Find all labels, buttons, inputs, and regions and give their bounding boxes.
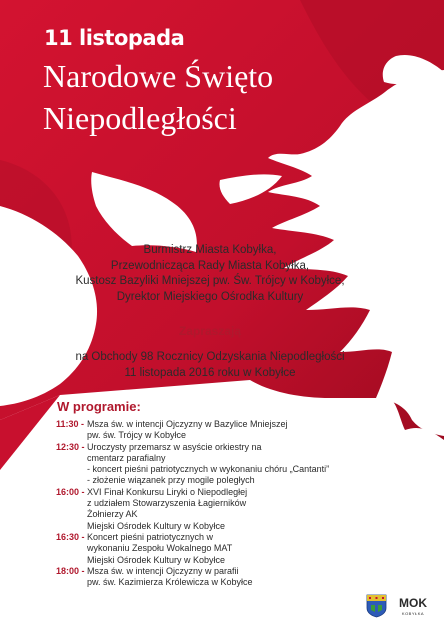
poster-title-line1: Narodowe Święto xyxy=(43,58,274,94)
schedule-line: Miejski Ośrodek Kultury w Kobyłce xyxy=(87,554,226,565)
schedule-item xyxy=(56,487,356,532)
schedule-line: XVI Finał Konkursu Liryki o Niepodległej xyxy=(87,486,248,497)
kobylka-coat-of-arms-icon xyxy=(366,594,387,618)
schedule-line: Msza św. w intencji Ojczyzny w Bazylice Mniejszej xyxy=(87,419,288,429)
mok-logo-subtext: KOBYŁKA xyxy=(401,611,425,616)
mok-logo xyxy=(397,596,429,620)
schedule-line: pw. św. Trójcy w Kobyłce xyxy=(87,430,187,441)
schedule-time: 16:30 - xyxy=(56,531,85,542)
schedule-line: z udziałem Stowarzyszenia Łagierników xyxy=(87,498,247,509)
schedule-line: Miejski Ośrodek Kultury w Kobyłce xyxy=(87,520,226,531)
schedule-line: Uroczysty przemarsz w asyście orkiestry na xyxy=(87,441,262,452)
schedule-line: - złożenie wiązanek przy mogile poległych xyxy=(87,475,255,486)
invite-text: Zapraszają xyxy=(178,324,242,338)
event-date: 11 listopada xyxy=(44,26,185,50)
occasion-line: na Obchody 98 Rocznicy Odzyskania Niepodległości xyxy=(75,351,345,363)
schedule-time: 11:30 - xyxy=(56,419,85,429)
organizer-line: Kustosz Bazyliki Mniejszej pw. Św. Trójcy w Kobyłce, xyxy=(75,275,345,287)
poster-title-line2: Niepodległości xyxy=(43,100,237,136)
occasion-block xyxy=(60,350,360,381)
schedule-item xyxy=(56,532,356,566)
occasion-line: 11 listopada 2016 roku w Kobyłce xyxy=(124,366,296,379)
schedule-line: - koncert pieśni patriotycznych w wykonaniu chóru „Cantanti” xyxy=(87,464,330,475)
schedule-item xyxy=(56,566,356,589)
program-schedule xyxy=(56,419,356,588)
mok-logo-text: MOK xyxy=(399,596,427,610)
organizer-line: Dyrektor Miejskiego Ośrodka Kultury xyxy=(116,290,304,303)
schedule-line: pw. św. Kazimierza Królewicza w Kobyłce xyxy=(87,577,253,588)
schedule-item xyxy=(56,419,356,442)
schedule-line: wykonaniu Zespołu Wokalnego MAT xyxy=(87,543,233,554)
schedule-time: 16:00 - xyxy=(56,486,85,497)
schedule-line: Msza św. w intencji Ojczyzny w parafii xyxy=(87,565,239,576)
schedule-item xyxy=(56,442,356,487)
schedule-time: 12:30 - xyxy=(56,441,85,452)
schedule-time: 18:00 - xyxy=(56,565,85,576)
organizers-block xyxy=(60,243,360,305)
program-heading: W programie: xyxy=(57,399,141,414)
schedule-line: Koncert pieśni patriotycznych w xyxy=(87,531,214,542)
organizer-line: Przewodnicząca Rady Miasta Kobyłka, xyxy=(110,259,310,272)
schedule-line: Żołnierzy AK xyxy=(87,509,138,520)
organizer-line: Burmistrz Miasta Kobyłka, xyxy=(143,244,277,256)
schedule-line: cmentarz parafialny xyxy=(87,452,166,463)
